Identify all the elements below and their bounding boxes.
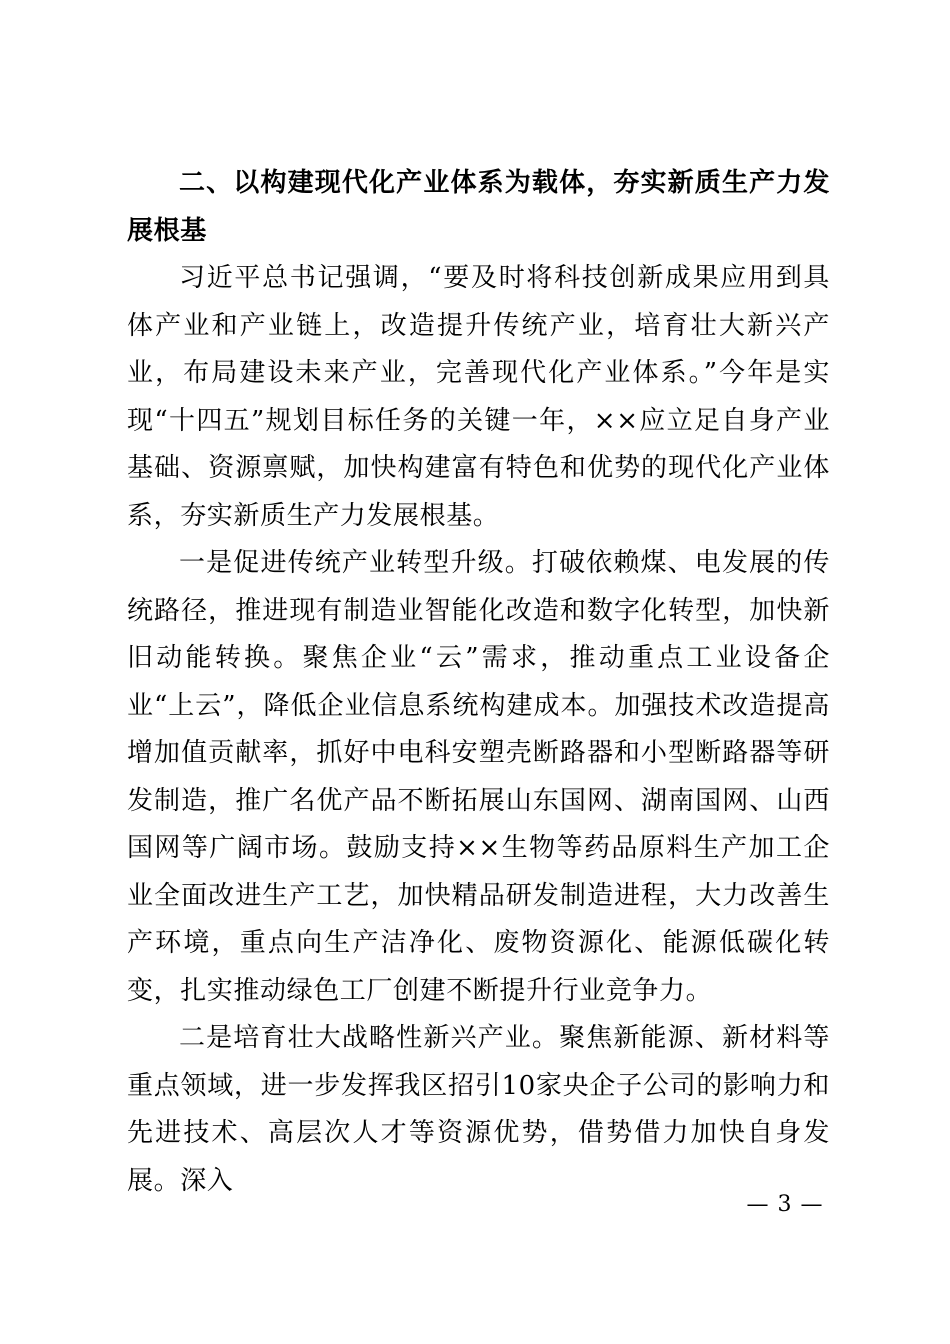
section-heading: 二、以构建现代化产业体系为载体，夯实新质生产力发展根基 (127, 168, 830, 246)
paragraph-traditional-industry: 一是促进传统产业转型升级。打破依赖煤、电发展的传统路径，推进现有制造业智能化改造和数字化转型，加快新旧动能转换。聚焦企业“云”需求，推动重点工业设备企业“上云”，降低企业信息系统构建成本。加强技术改造提高增加值贡献率，抓好中电科安塑壳断路器和小型断路器等研发制造，推广名优产品不断拓展山东国网、湖南国网、山西国网等广阔市场。鼓励支持××生物等药品原料生产加工企业全面改进生产工艺，加快精品研发制造进程，大力改善生产环境，重点向生产洁净化、废物资源化、能源低碳化转变，扎实推动绿色工厂创建不断提升行业竞争力。 (127, 548, 830, 1006)
paragraph-intro: 习近平总书记强调，“要及时将科技创新成果应用到具体产业和产业链上，改造提升传统产业，培育壮大新兴产业，布局建设未来产业，完善现代化产业体系。”今年是实现“十四五”规划目标任务的关键一年，××应立足自身产业基础、资源禀赋，加快构建富有特色和优势的现代化产业体系，夯实新质生产力发展根基。 (127, 263, 830, 531)
document-body (127, 160, 830, 1205)
page-number: — 3 — (746, 1192, 824, 1217)
paragraph-emerging-industry: 二是培育壮大战略性新兴产业。聚焦新能源、新材料等重点领域，进一步发挥我区招引10家央企子公司的影响力和先进技术、高层次人才等资源优势，借势借力加快自身发展。深入 (127, 1023, 830, 1196)
